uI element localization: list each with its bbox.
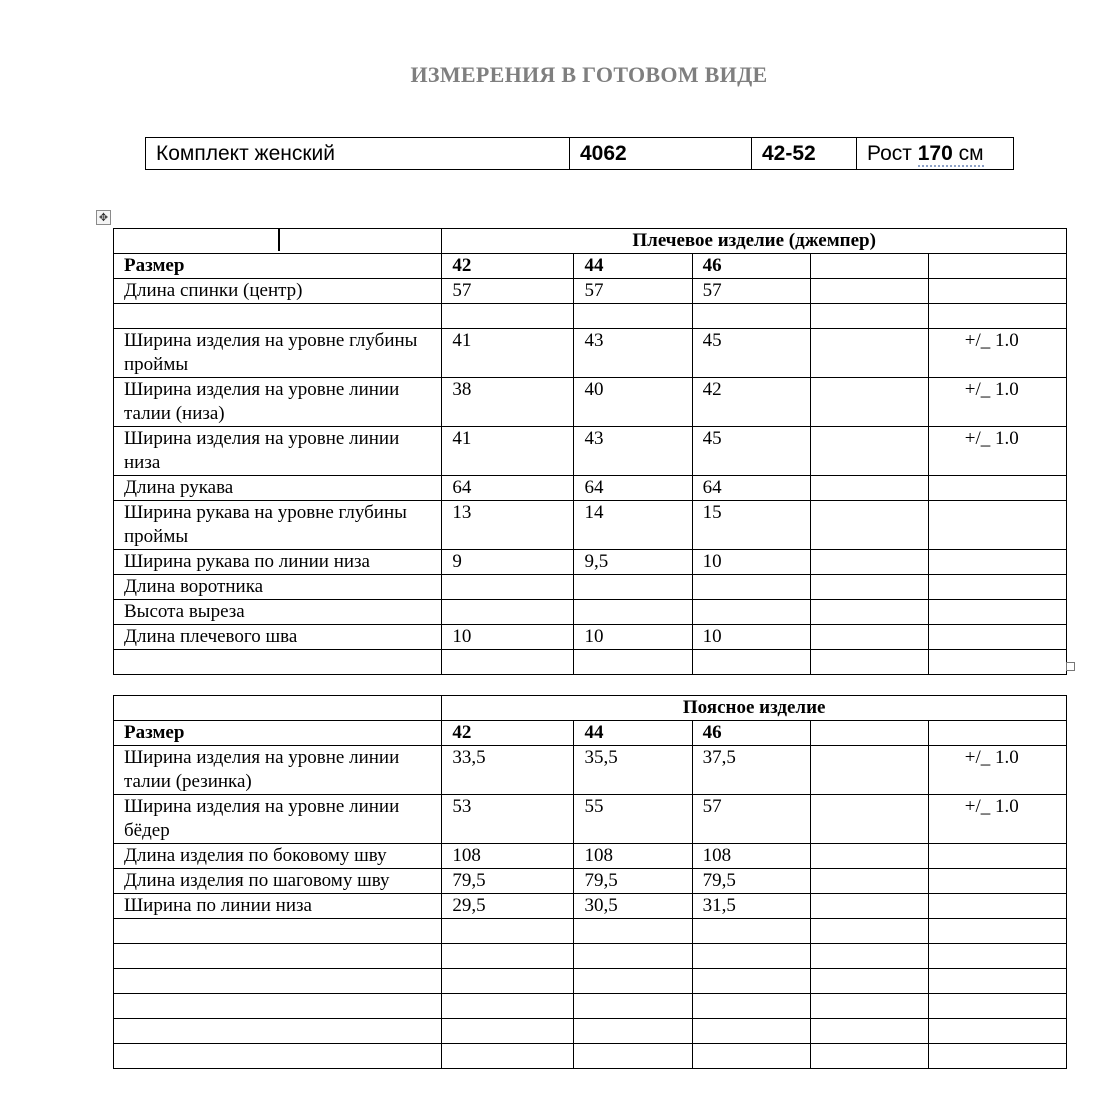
table-row	[114, 919, 1067, 944]
empty-cell[interactable]	[810, 550, 928, 575]
empty-cell[interactable]	[810, 1044, 928, 1069]
shoulder-garment-table	[113, 228, 1067, 675]
empty-cell[interactable]	[442, 944, 574, 969]
empty-cell[interactable]	[928, 994, 1066, 1019]
value-42[interactable]	[442, 575, 574, 600]
empty-cell[interactable]	[810, 329, 928, 378]
table-row	[114, 994, 1067, 1019]
size-header-label: Размер	[114, 721, 442, 746]
value-42[interactable]: 41	[442, 427, 574, 476]
empty-cell[interactable]	[810, 1019, 928, 1044]
empty-cell[interactable]	[692, 994, 810, 1019]
value-44[interactable]: 9,5	[574, 550, 692, 575]
value-44[interactable]: 14	[574, 501, 692, 550]
empty-cell[interactable]	[692, 919, 810, 944]
tolerance: +/_ 1.0	[928, 746, 1066, 795]
empty-cell[interactable]	[574, 1044, 692, 1069]
table-row	[114, 650, 1067, 675]
measure-label: Ширина изделия на уровне линии низа	[114, 427, 442, 476]
empty-cell[interactable]	[928, 721, 1066, 746]
empty-cell[interactable]	[114, 969, 442, 994]
empty-cell[interactable]	[810, 721, 928, 746]
table-move-handle-icon[interactable]: ✥	[96, 210, 111, 225]
table-row	[114, 279, 1067, 304]
value-42[interactable]: 29,5	[442, 894, 574, 919]
text-cursor	[278, 229, 280, 251]
value-44[interactable]: 43	[574, 329, 692, 378]
empty-cell[interactable]	[692, 1044, 810, 1069]
tolerance	[928, 279, 1066, 304]
table-row	[114, 378, 1067, 427]
empty-cell[interactable]	[442, 304, 574, 329]
value-42[interactable]: 57	[442, 279, 574, 304]
measure-label: Длина изделия по шаговому шву	[114, 869, 442, 894]
tolerance	[928, 869, 1066, 894]
size-header-46: 46	[692, 254, 810, 279]
table-row	[114, 869, 1067, 894]
empty-cell[interactable]	[928, 944, 1066, 969]
table-row	[114, 844, 1067, 869]
value-44[interactable]: 79,5	[574, 869, 692, 894]
height-cell[interactable]	[857, 138, 1014, 170]
height-label: Рост	[867, 141, 912, 165]
empty-cell[interactable]	[442, 650, 574, 675]
empty-cell[interactable]	[810, 944, 928, 969]
tolerance	[928, 844, 1066, 869]
empty-cell[interactable]	[810, 650, 928, 675]
empty-cell[interactable]	[114, 229, 442, 254]
measure-label: Ширина рукава на уровне глубины проймы	[114, 501, 442, 550]
empty-cell[interactable]	[574, 969, 692, 994]
size-header-44: 44	[574, 254, 692, 279]
empty-cell[interactable]	[114, 304, 442, 329]
empty-cell[interactable]	[114, 650, 442, 675]
empty-cell[interactable]	[114, 994, 442, 1019]
table-row	[114, 501, 1067, 550]
value-44[interactable]: 30,5	[574, 894, 692, 919]
product-header-table	[145, 137, 1014, 170]
value-46[interactable]: 31,5	[692, 894, 810, 919]
value-46[interactable]: 64	[692, 476, 810, 501]
value-42[interactable]: 41	[442, 329, 574, 378]
value-42[interactable]: 79,5	[442, 869, 574, 894]
size-header-42: 42	[442, 254, 574, 279]
empty-cell[interactable]	[574, 1019, 692, 1044]
empty-cell[interactable]	[928, 1019, 1066, 1044]
measure-label: Ширина изделия на уровне линии талии (низа)	[114, 378, 442, 427]
empty-cell[interactable]	[810, 279, 928, 304]
value-44[interactable]	[574, 600, 692, 625]
value-44[interactable]: 108	[574, 844, 692, 869]
empty-cell[interactable]	[928, 304, 1066, 329]
empty-cell[interactable]	[810, 994, 928, 1019]
empty-cell[interactable]	[692, 969, 810, 994]
measure-label: Длина плечевого шва	[114, 625, 442, 650]
value-46[interactable]: 57	[692, 279, 810, 304]
empty-cell[interactable]	[928, 1044, 1066, 1069]
height-value: 170	[917, 141, 953, 165]
value-42[interactable]: 38	[442, 378, 574, 427]
table-row	[114, 795, 1067, 844]
empty-cell[interactable]	[810, 795, 928, 844]
tolerance: +/_ 1.0	[928, 329, 1066, 378]
empty-cell[interactable]	[442, 1044, 574, 1069]
value-46[interactable]	[692, 575, 810, 600]
value-42[interactable]: 33,5	[442, 746, 574, 795]
empty-cell[interactable]	[810, 625, 928, 650]
measure-label: Длина спинки (центр)	[114, 279, 442, 304]
measure-label: Длина воротника	[114, 575, 442, 600]
table-row	[114, 1019, 1067, 1044]
value-46[interactable]: 79,5	[692, 869, 810, 894]
size-header-46: 46	[692, 721, 810, 746]
waist-garment-table	[113, 695, 1067, 1069]
value-46[interactable]: 45	[692, 427, 810, 476]
value-46[interactable]: 45	[692, 329, 810, 378]
value-42[interactable]: 108	[442, 844, 574, 869]
empty-cell[interactable]	[114, 1044, 442, 1069]
empty-cell[interactable]	[574, 919, 692, 944]
empty-cell[interactable]	[442, 969, 574, 994]
empty-cell[interactable]	[810, 894, 928, 919]
value-46[interactable]: 108	[692, 844, 810, 869]
empty-cell[interactable]	[810, 969, 928, 994]
tolerance: +/_ 1.0	[928, 378, 1066, 427]
empty-cell[interactable]	[810, 476, 928, 501]
tolerance	[928, 600, 1066, 625]
tolerance	[928, 575, 1066, 600]
value-46[interactable]: 42	[692, 378, 810, 427]
table-row	[114, 1044, 1067, 1069]
empty-cell[interactable]	[810, 575, 928, 600]
measure-label: Ширина рукава по линии низа	[114, 550, 442, 575]
empty-cell[interactable]	[810, 600, 928, 625]
height-unit: см	[958, 141, 984, 165]
value-46[interactable]	[692, 600, 810, 625]
empty-cell[interactable]	[574, 650, 692, 675]
measure-label: Ширина изделия на уровне глубины проймы	[114, 329, 442, 378]
empty-cell[interactable]	[810, 378, 928, 427]
table-row	[114, 476, 1067, 501]
empty-cell[interactable]	[810, 501, 928, 550]
value-42[interactable]: 53	[442, 795, 574, 844]
measure-label: Ширина изделия на уровне линии талии (резинка)	[114, 746, 442, 795]
empty-cell[interactable]	[442, 994, 574, 1019]
empty-cell[interactable]	[928, 254, 1066, 279]
tolerance: +/_ 1.0	[928, 427, 1066, 476]
value-42[interactable]: 13	[442, 501, 574, 550]
page-title: ИЗМЕРЕНИЯ В ГОТОВОМ ВИДЕ	[410, 62, 768, 87]
value-46[interactable]: 37,5	[692, 746, 810, 795]
measure-label: Ширина изделия на уровне линии бёдер	[114, 795, 442, 844]
tolerance	[928, 476, 1066, 501]
empty-cell[interactable]	[114, 1019, 442, 1044]
empty-cell[interactable]	[574, 304, 692, 329]
size-header-42: 42	[442, 721, 574, 746]
size-header-label: Размер	[114, 254, 442, 279]
tolerance	[928, 550, 1066, 575]
value-42[interactable]: 64	[442, 476, 574, 501]
product-name[interactable]: Комплект женский	[146, 138, 570, 170]
empty-cell[interactable]	[442, 1019, 574, 1044]
table-row	[114, 427, 1067, 476]
empty-cell[interactable]	[692, 1019, 810, 1044]
value-46[interactable]: 15	[692, 501, 810, 550]
measure-label: Ширина по линии низа	[114, 894, 442, 919]
empty-cell[interactable]	[928, 650, 1066, 675]
table-row	[114, 304, 1067, 329]
table-row	[114, 600, 1067, 625]
empty-cell[interactable]	[574, 944, 692, 969]
empty-cell[interactable]	[442, 919, 574, 944]
value-46[interactable]: 57	[692, 795, 810, 844]
value-42[interactable]: 10	[442, 625, 574, 650]
measure-label: Длина рукава	[114, 476, 442, 501]
empty-cell[interactable]	[114, 696, 442, 721]
table-resize-handle[interactable]	[1066, 662, 1075, 671]
empty-cell[interactable]	[574, 994, 692, 1019]
value-46[interactable]: 10	[692, 550, 810, 575]
empty-cell[interactable]	[928, 919, 1066, 944]
empty-cell[interactable]	[692, 304, 810, 329]
empty-cell[interactable]	[692, 944, 810, 969]
empty-cell[interactable]	[810, 427, 928, 476]
table-row	[114, 746, 1067, 795]
empty-cell[interactable]	[810, 304, 928, 329]
article-number[interactable]: 4062	[570, 138, 752, 170]
height-value-group	[918, 142, 984, 167]
table-row	[114, 894, 1067, 919]
table-row	[114, 944, 1067, 969]
value-44[interactable]: 55	[574, 795, 692, 844]
empty-cell[interactable]	[810, 746, 928, 795]
empty-cell[interactable]	[810, 869, 928, 894]
empty-cell[interactable]	[114, 944, 442, 969]
tolerance	[928, 894, 1066, 919]
value-44[interactable]: 57	[574, 279, 692, 304]
table-row	[114, 329, 1067, 378]
table-row	[114, 575, 1067, 600]
table-row	[114, 969, 1067, 994]
value-44[interactable]: 64	[574, 476, 692, 501]
value-46[interactable]: 10	[692, 625, 810, 650]
section-title: Поясное изделие	[442, 696, 1067, 721]
value-44[interactable]: 40	[574, 378, 692, 427]
empty-cell[interactable]	[114, 919, 442, 944]
tolerance: +/_ 1.0	[928, 795, 1066, 844]
value-44[interactable]	[574, 575, 692, 600]
value-42[interactable]: 9	[442, 550, 574, 575]
value-44[interactable]: 35,5	[574, 746, 692, 795]
empty-cell[interactable]	[692, 650, 810, 675]
empty-cell[interactable]	[928, 969, 1066, 994]
section-title: Плечевое изделие (джемпер)	[442, 229, 1067, 254]
value-44[interactable]: 43	[574, 427, 692, 476]
empty-cell[interactable]	[810, 254, 928, 279]
size-range[interactable]: 42-52	[752, 138, 857, 170]
tolerance	[928, 501, 1066, 550]
tolerance	[928, 625, 1066, 650]
table-row	[114, 550, 1067, 575]
value-44[interactable]: 10	[574, 625, 692, 650]
empty-cell[interactable]	[810, 844, 928, 869]
measure-label: Высота выреза	[114, 600, 442, 625]
measure-label: Длина изделия по боковому шву	[114, 844, 442, 869]
empty-cell[interactable]	[810, 919, 928, 944]
size-header-44: 44	[574, 721, 692, 746]
value-42[interactable]	[442, 600, 574, 625]
table-row	[114, 625, 1067, 650]
